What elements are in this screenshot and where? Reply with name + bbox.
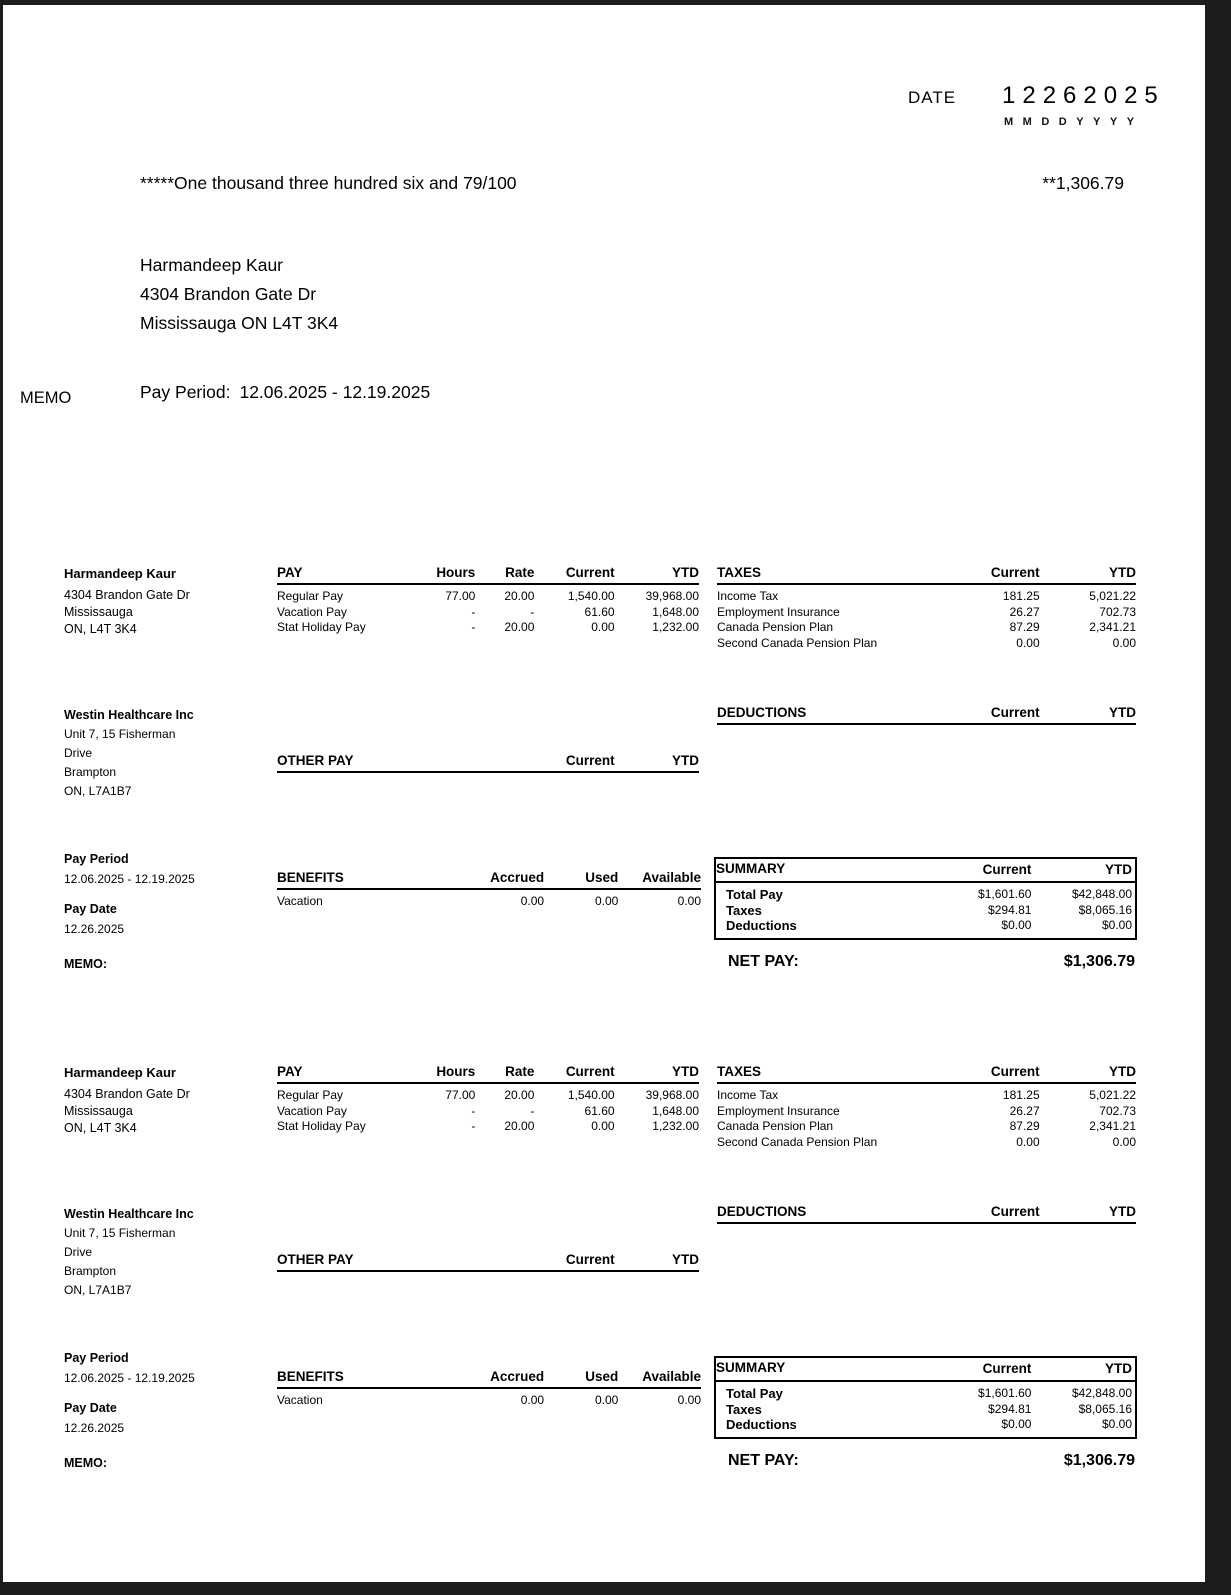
- employee-address-line: Mississauga: [64, 1104, 133, 1118]
- summary-table: [716, 1358, 1135, 1437]
- pay-period-label: Pay Period:: [140, 382, 231, 402]
- pay-period-label: Pay Period: [64, 852, 129, 866]
- pay-row-current: 61.60: [584, 1103, 615, 1118]
- tax-row-ytd: 0.00: [1112, 635, 1136, 650]
- employer-address-line: Drive: [64, 746, 93, 760]
- summary-title: SUMMARY: [716, 859, 926, 882]
- pay-row-current: 1,540.00: [567, 589, 615, 603]
- col-header-current: Current: [534, 1064, 614, 1083]
- summary-row-current: $1,601.60: [978, 887, 1032, 901]
- pay-period-value: 12.06.2025 - 12.19.2025: [64, 1371, 195, 1385]
- pay-row-ytd: 1,648.00: [652, 1103, 699, 1118]
- col-header-ytd: YTD: [1040, 705, 1136, 724]
- pay-row-ytd: 1,232.00: [652, 1119, 699, 1133]
- check-pay-period: [140, 382, 430, 403]
- benefit-row-available: 0.00: [677, 894, 701, 908]
- table-row: [277, 889, 701, 910]
- pay-row-ytd: 1,648.00: [652, 604, 699, 619]
- table-row: [277, 1119, 699, 1135]
- employee-address-line: ON, L4T 3K4: [64, 1121, 137, 1135]
- benefit-row-accrued: 0.00: [520, 894, 545, 908]
- summary-title: SUMMARY: [716, 1358, 926, 1381]
- col-header-available: Available: [618, 870, 701, 889]
- benefits-table: [277, 1369, 701, 1409]
- col-header-current: Current: [947, 705, 1039, 724]
- employer-address-line: Brampton: [64, 1264, 117, 1278]
- benefits-table: [277, 870, 701, 910]
- net-pay-row: [714, 1452, 1135, 1470]
- table-row: [277, 1083, 699, 1104]
- col-header-current: Current: [509, 1252, 615, 1271]
- tax-row-current: 181.25: [1002, 589, 1040, 603]
- summary-row-current: $0.00: [1001, 1417, 1032, 1431]
- pay-row-hours: -: [471, 604, 476, 619]
- payee-name: Harmandeep Kaur: [140, 255, 283, 275]
- pay-table-title: PAY: [277, 1064, 395, 1083]
- deductions-table: [717, 1204, 1136, 1224]
- employer-address-block: [64, 1205, 194, 1300]
- employer-address-line: ON, L7A1B7: [64, 1283, 132, 1297]
- tax-row-name: Canada Pension Plan: [717, 620, 834, 634]
- summary-box: [714, 857, 1137, 940]
- taxes-table-title: TAXES: [717, 565, 947, 584]
- benefit-row-used: 0.00: [594, 1393, 619, 1407]
- col-header-ytd: YTD: [1040, 565, 1136, 584]
- pay-period-value: 12.06.2025 - 12.19.2025: [64, 872, 195, 886]
- benefits-table-title: BENEFITS: [277, 870, 438, 889]
- employer-address-block: [64, 706, 194, 801]
- tax-row-current: 87.29: [1009, 620, 1040, 634]
- col-header-current: Current: [509, 753, 615, 772]
- pay-period-value: 12.06.2025 - 12.19.2025: [239, 382, 431, 402]
- payee-address-line: 4304 Brandon Gate Dr: [140, 284, 317, 304]
- table-row: [277, 1388, 701, 1409]
- pay-row-hours: 77.00: [445, 589, 476, 603]
- employer-address-line: ON, L7A1B7: [64, 784, 132, 798]
- summary-row-name: Deductions: [726, 918, 797, 933]
- other-pay-table: [277, 753, 699, 773]
- other-pay-table-title: OTHER PAY: [277, 753, 509, 772]
- table-row: [717, 605, 1136, 621]
- col-header-accrued: Accrued: [438, 870, 544, 889]
- taxes-table: [717, 565, 1136, 651]
- col-header-ytd: YTD: [1040, 1064, 1136, 1083]
- pay-row-rate: 20.00: [504, 1088, 535, 1102]
- col-header-ytd: YTD: [1040, 1204, 1136, 1223]
- date-format-hint: MMDDYYYY: [1004, 116, 1144, 128]
- summary-header-row: [716, 859, 1135, 882]
- tax-row-name: Income Tax: [717, 1088, 779, 1102]
- net-pay-value: $1,306.79: [1063, 1452, 1135, 1469]
- col-header-used: Used: [544, 870, 618, 889]
- tax-row-current: 0.00: [1016, 635, 1040, 650]
- employer-address-line: Unit 7, 15 Fisherman: [64, 1226, 176, 1240]
- table-row: [717, 1083, 1136, 1104]
- pay-table: [277, 565, 699, 636]
- pay-table-header-row: [277, 565, 699, 584]
- col-header-hours: Hours: [395, 1064, 475, 1083]
- pay-row-name: Regular Pay: [277, 1088, 344, 1102]
- pay-date-value: 12.26.2025: [64, 1421, 125, 1435]
- payee-address-block: [140, 251, 338, 338]
- summary-row-current: $1,601.60: [978, 1386, 1032, 1400]
- deductions-table-title: DEDUCTIONS: [717, 1204, 947, 1223]
- pay-row-rate: 20.00: [504, 620, 535, 634]
- summary-row-ytd: $8,065.16: [1078, 1401, 1132, 1416]
- deductions-table-header-row: [717, 705, 1136, 724]
- pay-stub: [0, 565, 1202, 995]
- pay-table-header-row: [277, 1064, 699, 1083]
- tax-row-ytd: 5,021.22: [1089, 589, 1136, 603]
- col-header-ytd: YTD: [615, 565, 699, 584]
- pay-row-rate: -: [530, 604, 535, 619]
- employee-address-line: Mississauga: [64, 605, 133, 619]
- tax-row-current: 0.00: [1016, 1134, 1040, 1149]
- col-header-current: Current: [947, 1204, 1039, 1223]
- tax-row-current: 26.27: [1009, 604, 1040, 619]
- pay-row-name: Stat Holiday Pay: [277, 620, 366, 634]
- pay-row-rate: -: [530, 1103, 535, 1118]
- net-pay-row: [714, 953, 1135, 971]
- table-row: [277, 605, 699, 621]
- tax-row-ytd: 2,341.21: [1089, 1119, 1136, 1133]
- tax-row-name: Employment Insurance: [717, 604, 840, 619]
- check-memo-label: MEMO: [20, 389, 72, 407]
- table-row: [716, 918, 1135, 938]
- employee-name: Harmandeep Kaur: [64, 1065, 176, 1080]
- tax-row-current: 87.29: [1009, 1119, 1040, 1133]
- table-row: [716, 882, 1135, 903]
- net-pay-label: NET PAY:: [728, 1452, 799, 1469]
- table-row: [717, 620, 1136, 636]
- date-value: 12262025: [1002, 82, 1165, 109]
- table-row: [717, 636, 1136, 652]
- employee-address-line: 4304 Brandon Gate Dr: [64, 588, 190, 602]
- col-header-hours: Hours: [395, 565, 475, 584]
- tax-row-ytd: 702.73: [1099, 1103, 1136, 1118]
- summary-row-current: $0.00: [1001, 918, 1032, 932]
- pay-row-hours: -: [471, 1103, 476, 1118]
- pay-row-rate: 20.00: [504, 1119, 535, 1133]
- employee-address-line: 4304 Brandon Gate Dr: [64, 1087, 190, 1101]
- pay-row-current: 1,540.00: [567, 1088, 615, 1102]
- other-pay-table-header-row: [277, 753, 699, 772]
- benefit-row-used: 0.00: [594, 894, 619, 908]
- employee-address-block: [64, 565, 190, 638]
- summary-row-ytd: $8,065.16: [1078, 902, 1132, 917]
- amount-in-words: *****One thousand three hundred six and 79/100: [140, 173, 517, 193]
- summary-row-name: Total Pay: [726, 1386, 783, 1401]
- taxes-table-header-row: [717, 565, 1136, 584]
- col-header-current: Current: [534, 565, 614, 584]
- table-row: [277, 620, 699, 636]
- taxes-table-header-row: [717, 1064, 1136, 1083]
- pay-row-ytd: 39,968.00: [645, 589, 699, 603]
- employer-address-line: Unit 7, 15 Fisherman: [64, 727, 176, 741]
- deductions-table-title: DEDUCTIONS: [717, 705, 947, 724]
- pay-row-rate: 20.00: [504, 589, 535, 603]
- employer-address-line: Brampton: [64, 765, 117, 779]
- summary-row-name: Taxes: [726, 1401, 762, 1417]
- col-header-ytd: YTD: [615, 753, 699, 772]
- col-header-current: Current: [947, 1064, 1039, 1083]
- tax-row-ytd: 2,341.21: [1089, 620, 1136, 634]
- summary-row-current: $294.81: [988, 1401, 1032, 1416]
- col-header-rate: Rate: [475, 565, 534, 584]
- table-row: [277, 584, 699, 605]
- summary-row-ytd: $42,848.00: [1071, 887, 1132, 901]
- pay-row-name: Vacation Pay: [277, 604, 347, 619]
- summary-box: [714, 1356, 1137, 1439]
- summary-row-name: Total Pay: [726, 887, 783, 902]
- tax-row-current: 26.27: [1009, 1103, 1040, 1118]
- employer-name: Westin Healthcare Inc: [64, 1207, 194, 1221]
- other-pay-table: [277, 1252, 699, 1272]
- summary-row-ytd: $0.00: [1101, 1417, 1132, 1431]
- pay-row-current: 61.60: [584, 604, 615, 619]
- pay-stub: [0, 1064, 1202, 1494]
- col-header-ytd: YTD: [1034, 1358, 1135, 1381]
- table-row: [717, 1104, 1136, 1120]
- col-header-ytd: YTD: [615, 1252, 699, 1271]
- table-row: [716, 1402, 1135, 1418]
- tax-row-current: 181.25: [1002, 1088, 1040, 1102]
- stub-memo-label: MEMO:: [64, 1456, 108, 1470]
- pay-row-ytd: 1,232.00: [652, 620, 699, 634]
- taxes-table: [717, 1064, 1136, 1150]
- summary-row-current: $294.81: [988, 902, 1032, 917]
- table-row: [716, 903, 1135, 919]
- col-header-available: Available: [618, 1369, 701, 1388]
- pay-table-title: PAY: [277, 565, 395, 584]
- deductions-table: [717, 705, 1136, 725]
- net-pay-label: NET PAY:: [728, 953, 799, 970]
- col-header-rate: Rate: [475, 1064, 534, 1083]
- summary-row-ytd: $42,848.00: [1071, 1386, 1132, 1400]
- employee-address-block: [64, 1064, 190, 1137]
- summary-header-row: [716, 1358, 1135, 1381]
- tax-row-ytd: 702.73: [1099, 604, 1136, 619]
- pay-row-name: Vacation Pay: [277, 1103, 347, 1118]
- summary-row-name: Deductions: [726, 1417, 797, 1432]
- benefit-row-accrued: 0.00: [520, 1393, 545, 1407]
- col-header-accrued: Accrued: [438, 1369, 544, 1388]
- pay-date-label: Pay Date: [64, 1401, 117, 1415]
- amount-numeric: **1,306.79: [1042, 173, 1124, 193]
- tax-row-name: Income Tax: [717, 589, 779, 603]
- pay-row-current: 0.00: [591, 1119, 615, 1133]
- benefits-table-title: BENEFITS: [277, 1369, 438, 1388]
- summary-row-name: Taxes: [726, 902, 762, 918]
- other-pay-table-title: OTHER PAY: [277, 1252, 509, 1271]
- pay-row-name: Regular Pay: [277, 589, 344, 603]
- benefit-row-available: 0.00: [677, 1393, 701, 1407]
- tax-row-name: Second Canada Pension Plan: [717, 1134, 878, 1149]
- col-header-ytd: YTD: [1034, 859, 1135, 882]
- pay-row-hours: -: [471, 1119, 476, 1133]
- tax-row-name: Canada Pension Plan: [717, 1119, 834, 1133]
- pay-row-name: Stat Holiday Pay: [277, 1119, 366, 1133]
- col-header-ytd: YTD: [615, 1064, 699, 1083]
- col-header-current: Current: [926, 859, 1035, 882]
- benefit-row-name: Vacation: [277, 1393, 323, 1407]
- stub-memo-label: MEMO:: [64, 957, 108, 971]
- employer-address-line: Drive: [64, 1245, 93, 1259]
- pay-row-hours: 77.00: [445, 1088, 476, 1102]
- benefits-table-header-row: [277, 1369, 701, 1388]
- col-header-used: Used: [544, 1369, 618, 1388]
- date-label: DATE: [908, 88, 957, 107]
- payee-address-line: Mississauga ON L4T 3K4: [140, 313, 339, 333]
- other-pay-table-header-row: [277, 1252, 699, 1271]
- table-row: [717, 584, 1136, 605]
- benefit-row-name: Vacation: [277, 894, 323, 908]
- taxes-table-title: TAXES: [717, 1064, 947, 1083]
- pay-table: [277, 1064, 699, 1135]
- pay-row-hours: -: [471, 620, 476, 634]
- deductions-table-header-row: [717, 1204, 1136, 1223]
- table-row: [716, 1417, 1135, 1437]
- tax-row-ytd: 5,021.22: [1089, 1088, 1136, 1102]
- table-row: [717, 1135, 1136, 1151]
- table-row: [716, 1381, 1135, 1402]
- net-pay-value: $1,306.79: [1063, 953, 1135, 970]
- benefits-table-header-row: [277, 870, 701, 889]
- tax-row-name: Second Canada Pension Plan: [717, 635, 878, 650]
- pay-date-label: Pay Date: [64, 902, 117, 916]
- pay-row-current: 0.00: [591, 620, 615, 634]
- col-header-current: Current: [926, 1358, 1035, 1381]
- col-header-current: Current: [947, 565, 1039, 584]
- pay-row-ytd: 39,968.00: [645, 1088, 699, 1102]
- table-row: [277, 1104, 699, 1120]
- pay-date-value: 12.26.2025: [64, 922, 125, 936]
- tax-row-ytd: 0.00: [1112, 1134, 1136, 1149]
- employee-address-line: ON, L4T 3K4: [64, 622, 137, 636]
- tax-row-name: Employment Insurance: [717, 1103, 840, 1118]
- employee-name: Harmandeep Kaur: [64, 566, 176, 581]
- summary-table: [716, 859, 1135, 938]
- table-row: [717, 1119, 1136, 1135]
- pay-period-label: Pay Period: [64, 1351, 129, 1365]
- summary-row-ytd: $0.00: [1101, 918, 1132, 932]
- employer-name: Westin Healthcare Inc: [64, 708, 194, 722]
